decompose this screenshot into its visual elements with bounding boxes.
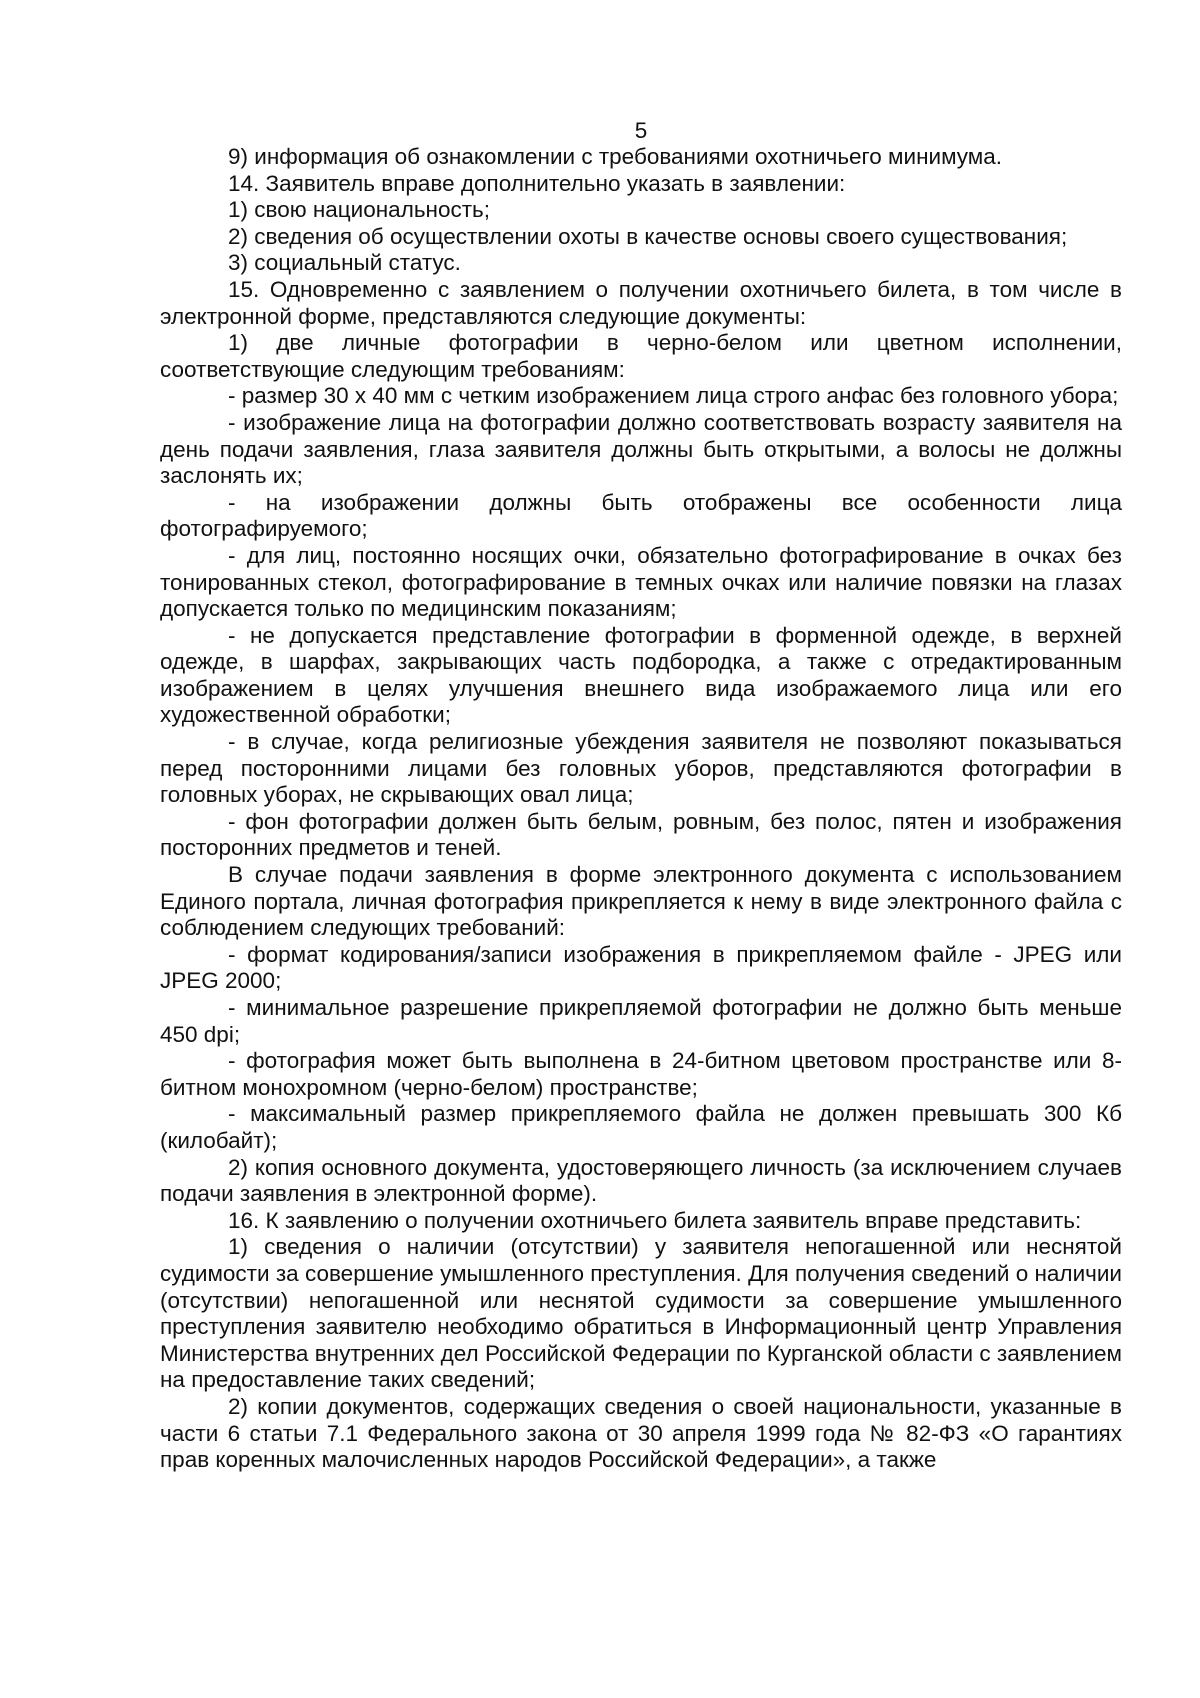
paragraph: - фотография может быть выполнена в 24-битном цветовом пространстве или 8-битном монохромном (черно-белом) пространстве;	[160, 1048, 1122, 1100]
paragraph: - максимальный размер прикрепляемого файла не должен превышать 300 Кб (килобайт);	[160, 1101, 1122, 1153]
paragraph: 16. К заявлению о получении охотничьего билета заявитель вправе представить:	[228, 1207, 1082, 1233]
paragraph: - размер 30 х 40 мм с четким изображением лица строго анфас без головного убора;	[228, 383, 1119, 409]
paragraph: 15. Одновременно с заявлением о получении охотничьего билета, в том числе в электронной форме, представляются следующие документы:	[160, 276, 1122, 329]
paragraph: - изображение лица на фотографии должно соответствовать возрасту заявителя на день подачи заявления, глаза заявителя должны быть открытыми, а волосы не должны заслонять их;	[160, 409, 1122, 489]
paragraph: 2) копии документов, содержащих сведения о своей национальности, указанные в части 6 статьи 7.1 Федерального закона от 30 апреля 1999 года № 82-ФЗ «О гарантиях прав коренных малочисленных народов Российской Федерации», а также	[160, 1393, 1122, 1473]
paragraph: - на изображении должны быть отображены все особенности лица фотографируемого;	[160, 489, 1122, 542]
paragraph: 1) две личные фотографии в черно-белом или цветном исполнении, соответствующие следующим требованиям:	[160, 330, 1122, 382]
paragraph: 3) социальный статус.	[228, 250, 461, 276]
paragraph: В случае подачи заявления в форме электронного документа с использованием Единого портала, личная фотография прикрепляется к нему в виде электронного файла с соблюдением следующих требований:	[160, 862, 1122, 941]
paragraph: 2) копия основного документа, удостоверяющего личность (за исключением случаев подачи заявления в электронной форме).	[160, 1154, 1122, 1207]
page-number: 5	[634, 118, 648, 143]
paragraph: 2) сведения об осуществлении охоты в качестве основы своего существования;	[228, 223, 1068, 249]
paragraph: 1) сведения о наличии (отсутствии) у заявителя непогашенной или неснятой судимости за совершение умышленного преступления. Для получения сведений о наличии (отсутствии) непогашенной или неснятой судимости за совершение умышленного преступления заявителю необходимо обратиться в Информационный центр Управления Министерства внутренних дел Российской Федерации по Курганской области с заявлением на предоставление таких сведений;	[160, 1234, 1122, 1393]
paragraph: - не допускается представление фотографии в форменной одежде, в верхней одежде, в шарфах, закрывающих часть подбородка, а также с отредактированным изображением в целях улучшения внешнего вида изображаемого лица или его художественной обработки;	[160, 622, 1122, 728]
paragraph: - фон фотографии должен быть белым, ровным, без полос, пятен и изображения посторонних предметов и теней.	[160, 808, 1122, 861]
paragraph: 1) свою национальность;	[228, 197, 491, 223]
document-page	[160, 118, 1122, 1474]
paragraph: - для лиц, постоянно носящих очки, обязательно фотографирование в очках без тонированных стекол, фотографирование в темных очках или наличие повязки на глазах допускается только по медицинским показаниям;	[160, 542, 1122, 622]
paragraph: - в случае, когда религиозные убеждения заявителя не позволяют показываться перед посторонними лицами без головных уборов, представляются фотографии в головных уборах, не скрывающих овал лица;	[160, 729, 1122, 808]
paragraph: - формат кодирования/записи изображения в прикрепляемом файле - JPEG или JPEG 2000;	[160, 941, 1122, 994]
paragraph: 14. Заявитель вправе дополнительно указать в заявлении:	[228, 170, 846, 196]
paragraph: 9) информация об ознакомлении с требованиями охотничьего минимума.	[228, 144, 1003, 169]
paragraph: - минимальное разрешение прикрепляемой фотографии не должно быть меньше 450 dpi;	[160, 995, 1122, 1047]
